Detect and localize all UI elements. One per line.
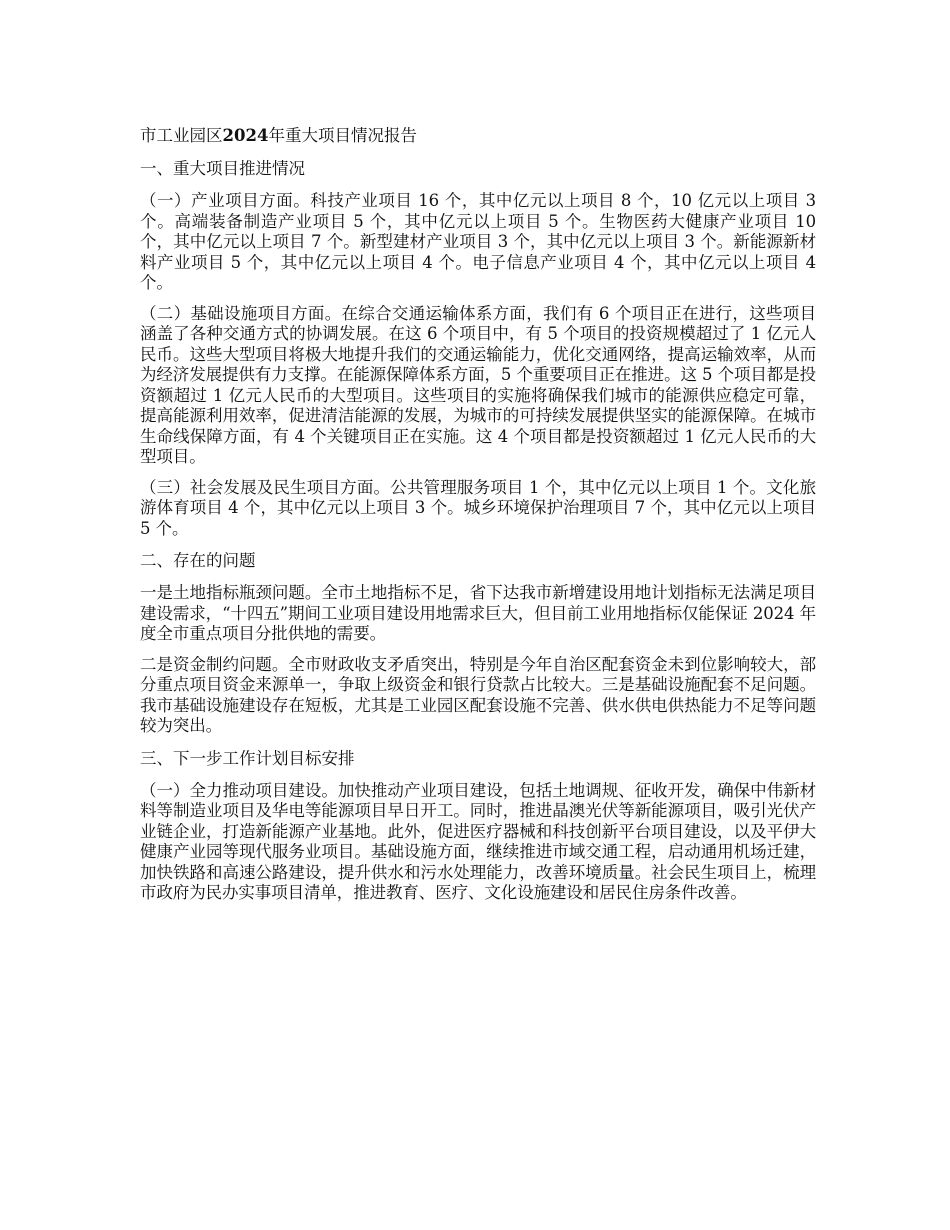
paragraph-funding-issue: 二是资金制约问题。全市财政收支矛盾突出，特别是今年自治区配套资金未到位影响较大，部分重点项目资金来源单一，争取上级资金和银行贷款占比较大。三是基础设施配套不足问题。我市基础设施建设存在短板，尤其是工业园区配套设施不完善、供水供电供热能力不足等问题较为突出。 — [140, 654, 816, 735]
paragraph-next-steps: （一）全力推动项目建设。加快推动产业项目建设，包括土地调规、征收开发，确保中伟新材料等制造业项目及华电等能源项目早日开工。同时，推进晶澳光伏等新能源项目，吸引光伏产业链企业，打造新能源产业基地。此外，促进医疗器械和科技创新平台项目建设，以及平伊大健康产业园等现代服务业项目。基础设施方面，继续推进市域交通工程，启动通用机场迁建，加快铁路和高速公路建设，提升供水和污水处理能力，改善环境质量。社会民生项目上，梳理市政府为民办实事项目清单，推进教育、医疗、文化设施建设和居民住房条件改善。 — [140, 780, 816, 902]
document-page — [140, 124, 816, 914]
paragraph-industrial-projects: （一）产业项目方面。科技产业项目 16 个，其中亿元以上项目 8 个，10 亿元以上项目 3 个。高端装备制造产业项目 5 个，其中亿元以上项目 5 个。生物医药大健康产业项目 10 个，其中亿元以上项目 7 个。新型建材产业项目 3 个，其中亿元以上项目 3 个。新能源新材料产业项目 5 个，其中亿元以上项目 4 个。电子信息产业项目 4 个，其中亿元以上项目 4 个。 — [140, 191, 816, 292]
title-prefix: 市工业园区 — [140, 126, 223, 145]
section-heading-2: 二、存在的问题 — [140, 551, 256, 570]
document-title — [140, 124, 816, 148]
title-suffix: 年重大项目情况报告 — [268, 126, 417, 145]
title-year: 2024 — [222, 126, 269, 145]
paragraph-land-issue: 一是土地指标瓶颈问题。全市土地指标不足，省下达我市新增建设用地计划指标无法满足项目建设需求，“十四五”期间工业项目建设用地需求巨大，但目前工业用地指标仅能保证 2024 年度全市重点项目分批供地的需要。 — [140, 583, 816, 643]
section-heading-3: 三、下一步工作计划目标安排 — [140, 748, 355, 768]
section-heading-1: 一、重大项目推进情况 — [140, 159, 305, 178]
paragraph-social-projects: （三）社会发展及民生项目方面。公共管理服务项目 1 个，其中亿元以上项目 1 个。文化旅游体育项目 4 个，其中亿元以上项目 3 个。城乡环境保护治理项目 7 个，其中亿元以上项目 5 个。 — [140, 477, 816, 538]
paragraph-infrastructure-projects: （二）基础设施项目方面。在综合交通运输体系方面，我们有 6 个项目正在进行，这些项目涵盖了各种交通方式的协调发展。在这 6 个项目中，有 5 个项目的投资规模超过了 1 亿元人民币。这些大型项目将极大地提升我们的交通运输能力，优化交通网络，提高运输效率，从而为经济发展提供有力支撑。在能源保障体系方面，5 个重要项目正在推进。这 5 个项目都是投资额超过 1 亿元人民币的大型项目。这些项目的实施将确保我们城市的能源供应稳定可靠，提高能源利用效率，促进清洁能源的发展，为城市的可持续发展提供坚实的能源保障。在城市生命线保障方面，有 4 个关键项目正在实施。这 4 个项目都是投资额超过 1 亿元人民币的大型项目。 — [140, 303, 816, 466]
